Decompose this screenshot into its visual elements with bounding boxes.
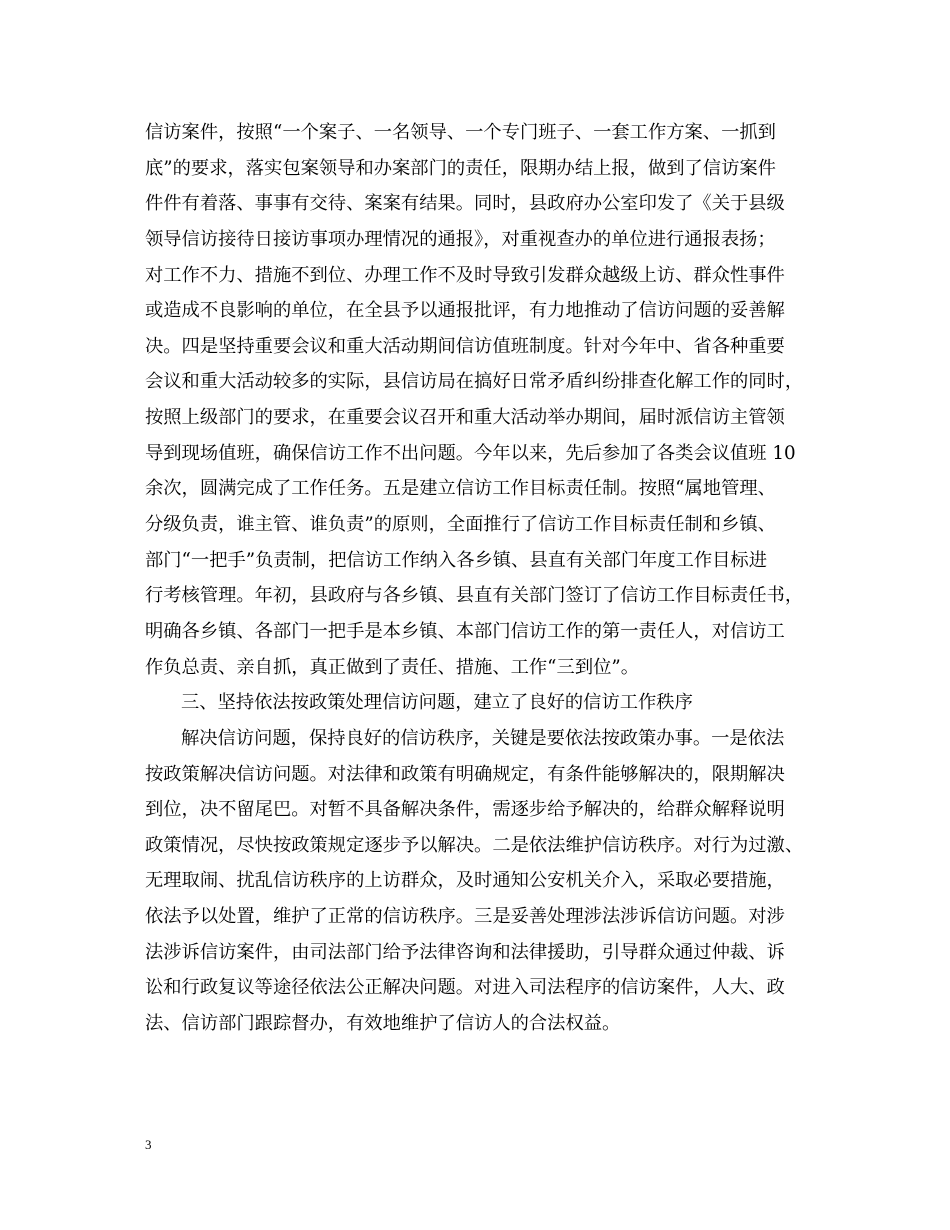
text-line: 信访案件，按照“一个案子、一名领导、一个专门班子、一套工作方案、一抓到 bbox=[145, 122, 776, 143]
text-line: 底”的要求，落实包案领导和办案部门的责任，限期办结上报，做到了信访案件 bbox=[145, 157, 776, 179]
paragraph-start-line: 解决信访问题，保持良好的信访秩序，关键是要依法按政策办事。一是依法 bbox=[181, 727, 785, 749]
text-line: 导到现场值班，确保信访工作不出问题。今年以来，先后参加了各类会议值班 10 bbox=[145, 442, 796, 464]
text-line: 部门“一把手”负责制，把信访工作纳入各乡镇、县直有关部门年度工作目标进 bbox=[145, 549, 767, 571]
text-line: 决。四是坚持重要会议和重大活动期间信访值班制度。针对今年中、省各种重要 bbox=[145, 335, 785, 357]
text-line: 会议和重大活动较多的实际，县信访局在搞好日常矛盾纠纷排查化解工作的同时， bbox=[145, 371, 804, 393]
text-line: 分级负责，谁主管、谁负责”的原则，全面推行了信访工作目标责任制和乡镇、 bbox=[145, 514, 776, 536]
text-line: 行考核管理。年初，县政府与各乡镇、县直有关部门签订了信访工作目标责任书， bbox=[145, 585, 804, 607]
text-line: 依法予以处置，维护了正常的信访秩序。三是妥善处理涉法涉诉信访问题。对涉 bbox=[145, 906, 785, 928]
text-line: 对工作不力、措施不到位、办理工作不及时导致引发群众越级上访、群众性事件 bbox=[145, 264, 785, 286]
text-line: 余次，圆满完成了工作任务。五是建立信访工作目标责任制。按照“属地管理、 bbox=[145, 478, 776, 500]
text-line: 作负总责、亲自抓，真正做到了责任、措施、工作“三到位”。 bbox=[145, 656, 640, 678]
document-body bbox=[145, 115, 809, 1042]
text-line: 按政策解决信访问题。对法律和政策有明确规定，有条件能够解决的，限期解决 bbox=[145, 763, 785, 785]
text-line: 讼和行政复议等途径依法公正解决问题。对进入司法程序的信访案件，人大、政 bbox=[145, 977, 785, 999]
text-line: 按照上级部门的要求，在重要会议召开和重大活动举办期间，届时派信访主管领 bbox=[145, 407, 785, 429]
text-line: 明确各乡镇、各部门一把手是本乡镇、本部门信访工作的第一责任人，对信访工 bbox=[145, 620, 785, 642]
paragraph-start-line: 三、坚持依法按政策处理信访问题，建立了良好的信访工作秩序 bbox=[181, 692, 693, 714]
text-line: 领导信访接待日接访事项办理情况的通报》，对重视查办的单位进行通报表扬； bbox=[145, 228, 776, 250]
text-line: 无理取闹、扰乱信访秩序的上访群众，及时通知公安机关介入，采取必要措施， bbox=[145, 870, 785, 892]
text-line: 件件有着落、事事有交待、案案有结果。同时，县政府办公室印发了《关于县级 bbox=[145, 193, 785, 215]
text-line: 或造成不良影响的单位，在全县予以通报批评，有力地推动了信访问题的妥善解 bbox=[145, 300, 785, 322]
text-line: 政策情况，尽快按政策规定逐步予以解决。二是依法维护信访秩序。对行为过激、 bbox=[145, 834, 804, 856]
text-line: 到位，决不留尾巴。对暂不具备解决条件，需逐步给予解决的，给群众解释说明 bbox=[145, 799, 785, 821]
text-line: 法、信访部门跟踪督办，有效地维护了信访人的合法权益。 bbox=[145, 1013, 621, 1035]
text-line: 法涉诉信访案件，由司法部门给予法律咨询和法律援助，引导群众通过仲裁、诉 bbox=[145, 941, 785, 963]
page-number: 3 bbox=[145, 1137, 152, 1152]
